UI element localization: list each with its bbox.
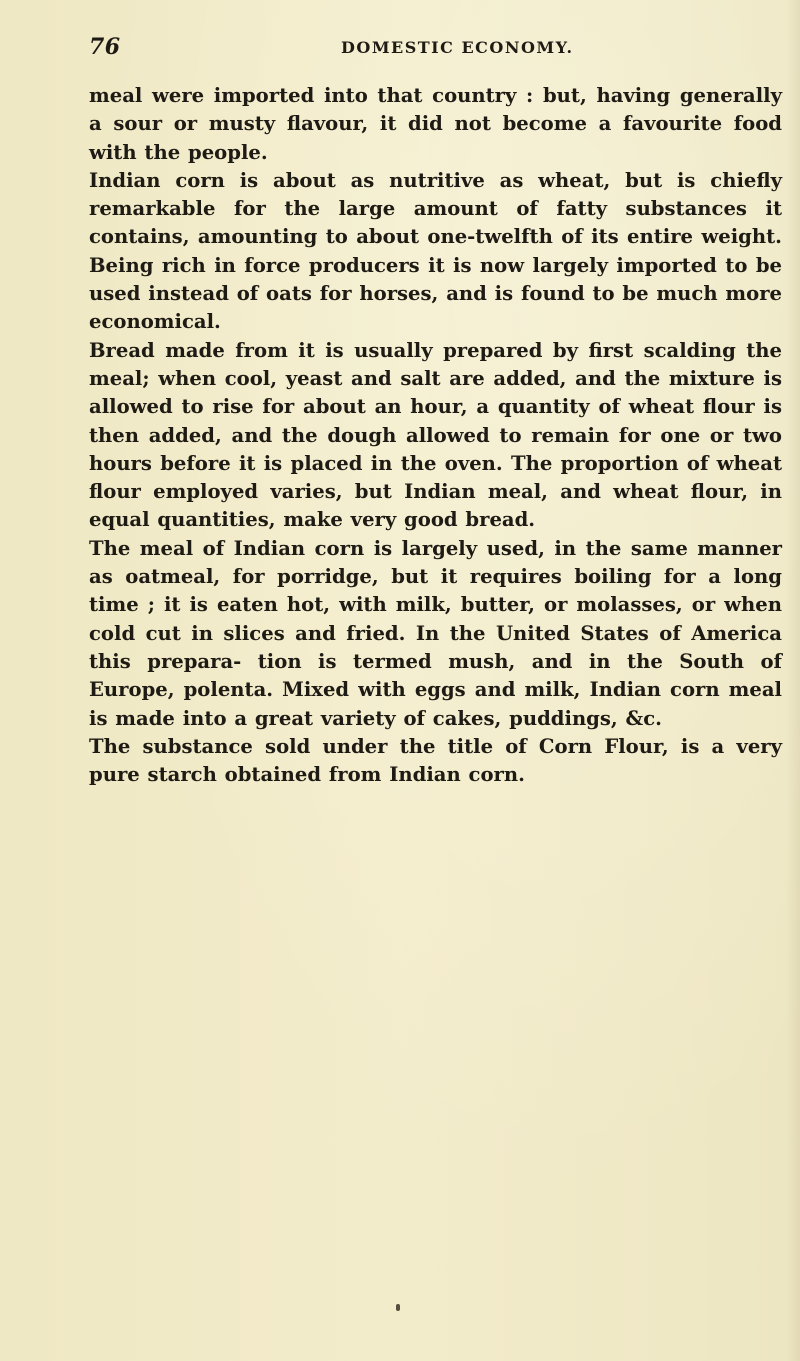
paragraph: The substance sold under the title of Corn Flour, is a very pure starch obtained from Indian corn.	[89, 734, 782, 787]
running-head: DOMESTIC ECONOMY.	[341, 38, 574, 57]
ink-speck	[396, 1304, 400, 1311]
paragraph: Bread made from it is usually prepared by first scalding the meal; when cool, yeast and salt are added, and the mixture is allowed to rise for about an hour, a quantity of wheat flour is then added, and the dough allowed to remain for one or two hours before it is placed in the oven. The proportion of wheat flour employed varies, but Indian meal, and wheat flour, in equal quantities, make very good bread.	[89, 338, 782, 532]
paragraph: meal were imported into that country : but, having generally a sour or musty flavour, it did not become a favourite food with the people.	[89, 84, 782, 164]
page-number: 76	[89, 34, 121, 60]
paragraph: The meal of Indian corn is largely used, in the same manner as oatmeal, for porridge, but it requires boiling for a long time ; it is eaten hot, with milk, butter, or molasses, or when cold cut in slices and fried. In the United States of America this prepara- tion is termed mush, and in the South of Europe, polenta. Mixed with eggs and milk, Indian corn meal is made into a great variety of cakes, puddings, &c.	[89, 536, 782, 730]
paragraph: Indian corn is about as nutritive as wheat, but is chiefly remarkable for the large amount of fatty substances it contains, amounting to about one-twelfth of its entire weight. Being rich in force producers it is now largely imported to be used instead of oats for horses, and is found to be much more economical.	[89, 168, 782, 334]
page-header	[89, 34, 729, 64]
page-edge-shadow	[786, 0, 800, 1361]
body-text	[89, 82, 782, 789]
